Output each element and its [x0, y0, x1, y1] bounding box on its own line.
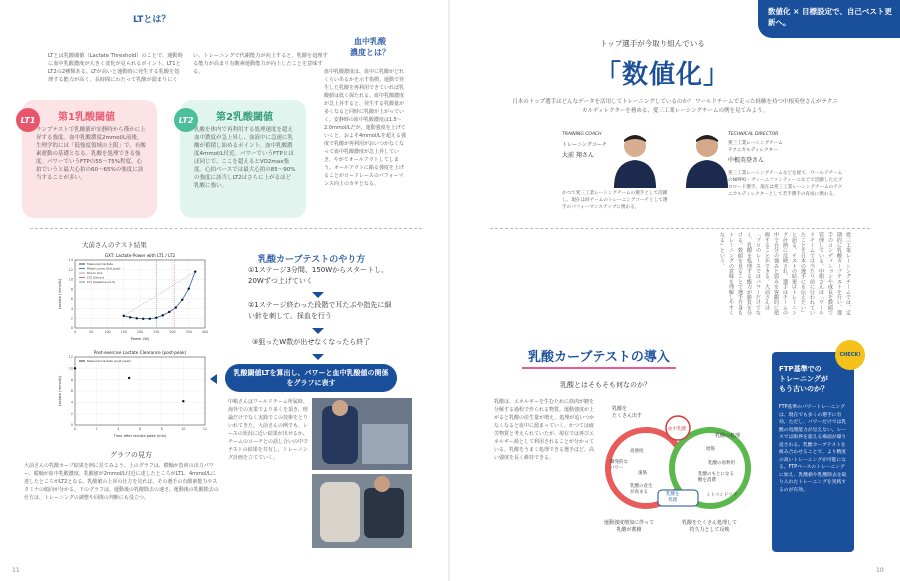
x-axis-label: Power (W)	[130, 337, 150, 341]
legend-label: Measured lactate	[87, 262, 113, 267]
legend-label: Fitted curve (3rd poly)	[87, 266, 121, 271]
y-tick-label: 8	[70, 377, 73, 382]
arrow-left-icon	[210, 374, 217, 384]
lactate-power-chart	[55, 250, 215, 344]
box-title: FTP基準での トレーニングが もう古いのか？	[779, 365, 828, 393]
diagram-right-top: 乳酸の処理	[715, 433, 741, 439]
diagram-left-1: 高強度	[630, 449, 644, 454]
data-point	[136, 317, 138, 319]
y-tick-label: 0	[70, 423, 73, 428]
x-tick-label: 300	[169, 330, 176, 334]
lt-heading: LTとは？	[133, 15, 171, 25]
arrow-down-icon	[312, 354, 324, 360]
y-tick-label: 12	[68, 355, 73, 360]
arrow-down-icon	[312, 328, 324, 334]
process-title: 乳酸カーブテストのやり方	[258, 255, 366, 265]
lt1-title: 第1乳酸閾値	[58, 112, 115, 123]
diagram-caption-left: 運動強度増加に伴って 乳酸が蓄積	[604, 520, 655, 533]
blood-text: 血中乳酸濃度は、血中に乳酸がどれくらいあるかを示す指標。運動で発生した乳酸を再利用できていれば乳酸値は低く保たれる。血中乳酸濃度が急上昇すると、発生する乳酸量が多くなると同時に乳酸が上がっていく。安静時の血中乳酸濃度は1.5〜2.0mmol/Lだが、運動強度を上げていくと、およそ4mmol/Lを超える強度で乳酸が再利用がおいつかなくなって血中乳酸濃度が急上昇していき、やがてオールアウトしてしまう。オールアウトに陥る強度を上げることがロードレースのパフォーマンス向上のカギとなる。	[324, 69, 406, 187]
diagram-mid: 乳酸を 処理	[666, 492, 680, 503]
check-badge: CHECK!	[835, 340, 865, 370]
graph-text: 大前さんの乳酸カーブ結果を例に見てみよう。上のグラフは、横軸が負荷の出力パワー、縦軸が血中乳酸濃度。乳酸値が2mmol/L付近に達したところがLT1、4mmol/Lに達したところがLT2となる。乳酸値の上昇の仕方を見れば、その選手の有酸素能力やスタミナの傾向が分かる。下のグラフは、運動後の乳酸除去の速さ。運動後の乳酸除去の仕方は、トレーニングの調整や回復の判断にも役立つ。	[24, 463, 219, 501]
diagram-right-2: 乳酸の再利用	[708, 461, 735, 466]
person2-name: 中根英登さん	[728, 157, 765, 164]
diagram-right-1: 遅筋	[706, 447, 715, 452]
section-question: 乳酸とはそもそも何なのか？	[560, 381, 651, 389]
x-tick-label: 100	[104, 330, 111, 334]
person1-label: TRAINING COACH	[562, 132, 602, 137]
y-tick-label: 6	[70, 389, 73, 394]
person1-bio: かつて愛三工業レーシングチームの選手として活躍し、現在は同チームのトレーニングコーチとして選手のパフォーマンスアップに携わる。	[562, 191, 668, 210]
x-tick-label: 2	[95, 427, 98, 431]
data-point	[142, 318, 144, 320]
data-point	[182, 400, 184, 402]
data-point	[168, 311, 170, 313]
person1-role: トレーニングコーチ	[562, 142, 607, 148]
divider	[30, 228, 422, 229]
x-axis-label: Time after lactate peak (min)	[113, 434, 167, 438]
result-pill: 乳酸閾値LTを算出し、パワーと血中乳酸値の関係をグラフに表す	[225, 364, 397, 392]
y-tick-label: 6	[70, 297, 73, 302]
subtitle: トップ選手が今取り組んでいる	[600, 39, 705, 48]
y-tick-label: 2	[70, 316, 73, 321]
data-point	[123, 315, 125, 317]
y-axis-label: Lactate (mmol/L)	[58, 375, 62, 407]
step-3: ③狙ったW数が出せなくなったら終了	[252, 338, 371, 346]
diagram-center: 血中乳酸	[668, 427, 686, 432]
x-tick-label: 6	[138, 427, 142, 431]
lactate-clearance-chart	[55, 347, 215, 441]
blood-heading: 血中乳酸 濃度とは？	[350, 37, 390, 57]
y-axis-label: Lactate (mmol/L)	[58, 278, 62, 310]
diagram-left-3: 速筋	[638, 471, 647, 476]
x-tick-label: 0	[73, 427, 77, 431]
data-point	[149, 318, 151, 320]
diagram-top-left: 乳酸を たくさん出す	[612, 406, 643, 419]
data-point	[128, 377, 130, 379]
section-title: 乳酸カーブテストの導入	[522, 346, 676, 369]
data-point	[181, 299, 183, 301]
y-tick-label: 14	[68, 258, 73, 263]
chart-title: GXT: Lactate-Power with LT1 / LT2	[104, 253, 176, 258]
y-tick-label: 4	[70, 400, 73, 405]
lt1-card	[22, 100, 157, 218]
body-vertical: 愛三工業レーシングチームでは、定期的に乳酸カーブテストを行い、選手のコンディションや成長を数値で管理している。中根さんは「ワールドチームでは当たり前に行われていたことを日本の選手にも伝えたい」と語る。テストの結果はトレーニング計画に反映され、選手はチームの中で自分の強みと弱みを客観的に把握することができる。大前さんは「プロのレースではパワーだけでなく、乳酸を処理する能力が勝負を分ける。数値を見ることで選手自身もトレーニングの意味を理解しやすくなる」という。	[719, 232, 851, 316]
legend-label: LT2 (Dmax)	[87, 275, 105, 280]
data-point	[129, 316, 131, 318]
x-tick-label: 150	[120, 330, 127, 334]
y-tick-label: 10	[68, 277, 73, 282]
diagram-right-4: ミトコンドリア	[706, 493, 738, 498]
data-point	[74, 367, 76, 369]
lt2-card	[180, 100, 306, 218]
test-photo	[312, 398, 412, 548]
corner-tag	[758, 0, 900, 38]
diagram-caption-right: 乳酸をたくさん処理して 持久力として反映	[682, 520, 738, 533]
x-tick-label: 50	[89, 330, 94, 334]
graph-heading: グラフの見方	[110, 451, 152, 459]
y-tick-label: 4	[70, 306, 73, 311]
y-tick-label: 10	[68, 366, 73, 371]
corner-tag-text: 数値化 × 目標設定で、自己ベスト更新へ。	[768, 7, 892, 27]
x-tick-label: 0	[73, 330, 77, 334]
y-tick-label: 12	[68, 267, 73, 272]
title: 「数値化」	[595, 60, 731, 90]
legend-label: Dmax line	[87, 271, 103, 276]
step-2: ②1ステージ終わった段階で耳たぶや指先に細い針を刺して、採血を行う	[248, 301, 392, 320]
person2-bio: 愛三工業レーシングチームなどを経て、ワールドチームのNIPPO・ヴィーニファンティーニなどで活躍した元プロロード選手。現在は愛三工業レーシングチームのテクニカルディレクターとして若手選手の育成に携わる。	[728, 171, 843, 197]
lt2-title: 第2乳酸閾値	[216, 112, 273, 123]
x-tick-label: 12	[202, 427, 208, 431]
x-tick-label: 250	[153, 330, 160, 334]
arrow-down-icon	[312, 292, 324, 298]
lt1-body: ランプテストで乳酸値が安静時から僅かに上昇する強度。血中乳酸濃度2mmol/L前後。生理学的には「低強度領域の上限」で、有酸素運動の基礎となる。乳酸を処理できる強度。パワーでいうFTPの55〜75%程度。心拍でいうと最大心拍の60〜65%の強度に該当することが多い。	[36, 127, 146, 181]
y-tick-label: 2	[70, 411, 73, 416]
page-number-right: 10	[876, 567, 884, 574]
y-tick-label: 0	[70, 326, 73, 331]
section-text: 乳酸は、エネルギーを生むために筋肉が糖を分解する過程で作られる物質。運動強度が上がると乳酸の産生量が増え、処理が追いつかなくなると血中に溜まっていく。かつては疲労物質と考えられていたが、現在では再びエネルギー源として利用されることが分かっている。乳酸をうまく処理できる選手ほど、高い強度を長く維持できる。	[494, 399, 595, 461]
diagram-right-3: 乳酸のもとになる 糖を消費	[698, 472, 734, 483]
diagram-left-4: 乳酸の産生 が高まる	[630, 484, 653, 495]
legend-label: Measured lactate (post peak)	[87, 359, 132, 364]
lt2-badge: LT2	[174, 108, 198, 132]
x-tick-label: 400	[201, 330, 209, 334]
diagram-left-2: 瞬発的な パワー	[610, 460, 628, 471]
x-tick-label: 200	[136, 330, 144, 334]
data-point	[162, 314, 164, 316]
person2-label: TECHNICAL DIRECTOR	[728, 132, 779, 137]
chart-caption: 大前さんのテスト結果	[82, 241, 147, 249]
data-point	[188, 287, 190, 289]
data-point	[175, 306, 177, 308]
check-box	[772, 352, 854, 552]
x-tick-label: 8	[160, 427, 163, 431]
person1-photo	[610, 128, 660, 188]
lt2-body: 乳酸を体内で再利用する処理速度を超え血中濃度が急上昇し、血液中に急速に乳酸が蓄積し始めるポイント。血中乳酸濃度4mmol/L付近。パワーでいうFTPとほぼ同じで、ここを超えるとVO2max強度。心拍ペースでは最大心拍の85〜90%の強度に該当しLT2はさらに上がるほど乳酸に強い。	[194, 127, 296, 189]
lead: 日本のトップ選手はどんなデータを活用してトレーニングしているのか？ ワールドチームで走った経験を持つ中根英登さんがテクニカルディレクターを務める、愛三工業レーシングチームの例を見てみよう。	[512, 99, 838, 114]
person1-name: 大前 翔さん	[562, 152, 594, 159]
person2-role: 愛三工業レーシングチーム テクニカルディレクター	[728, 141, 783, 153]
page-number-left: 11	[12, 567, 20, 574]
y-tick-label: 8	[70, 287, 73, 292]
lt1-badge: LT1	[16, 108, 40, 132]
x-tick-label: 10	[181, 427, 186, 431]
right-page	[450, 0, 900, 581]
data-point	[155, 317, 157, 319]
person2-photo	[682, 128, 732, 188]
box-text: FTP基準のパワートレーニングは、現在でも多くの選手に有効。ただし、パワーだけでは乳酸の処理能力が見えない。レースでは限界を超える場面が繰り返される。乳酸カーブテストを組み合わせることで、より精度の高いトレーニングが可能になる。FTPベースのトレーニングに加え、乳酸値や乳酸除去を取り入れたトレーニングを実践するのが有効。	[779, 405, 847, 493]
x-tick-label: 350	[185, 330, 192, 334]
lt-intro-text: LTとは乳酸閾値（Lactate Threshold）のことで、運動時に血中乳酸濃度が大きく変化が見られるポイント。LT1とLT2の2種類ある。LTが高いと運動時に発生する乳酸を処理する能力が高く、長時間にわたって乳酸が溜まりにくい。トレーニングで代謝能力が向上すると、乳酸を処理する能力が高まり有酸素運動能力が向上したことを意味する。	[48, 53, 328, 83]
legend-label: LT1 (baseline+0.5)	[87, 280, 116, 285]
divider	[490, 228, 870, 229]
chart-title: Post-exercise Lactate Clearance (post-peak)	[93, 350, 187, 355]
x-tick-label: 4	[117, 427, 120, 431]
data-point	[194, 270, 196, 272]
photo-caption: 中嶋さんはワールドチーム所属時、海外での実業でより多くを頂き、理論だけでなく実践でこの技術をとりいれてきた。大前さんの例でも、レースの状況に近い結果が出せるか、チームのコーチとの話し合いの中でテストの結果を共有し、トレーニング計画を立てていく。	[228, 399, 309, 461]
step-1: ①1ステージ3分間、150Wからスタートし、20Wずつ上げていく	[248, 266, 389, 285]
